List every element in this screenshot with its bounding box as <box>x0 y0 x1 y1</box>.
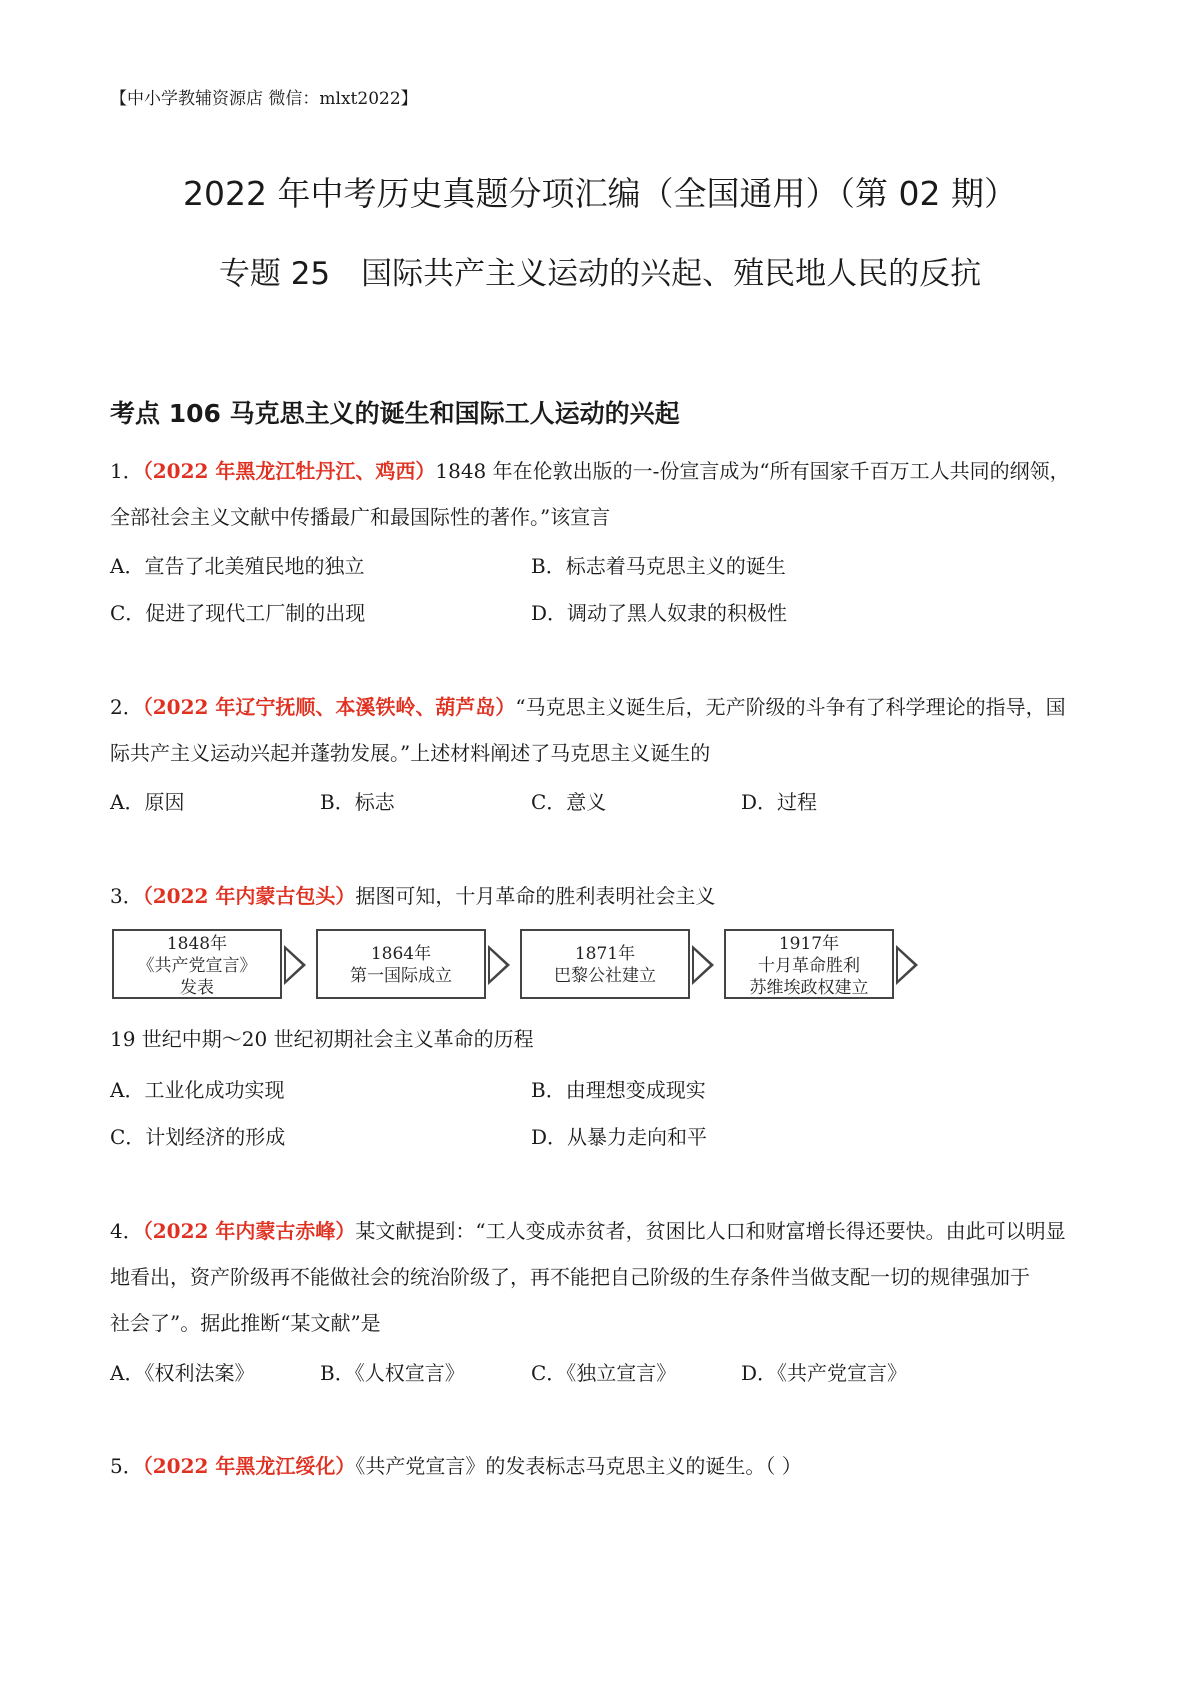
flow-step-1848 <box>112 929 282 999</box>
question-3-options-row2 <box>110 1121 1110 1151</box>
flow-event: 《共产党宣言》 <box>137 956 257 976</box>
option-a[interactable]: A．《权利法案》 <box>110 1361 255 1385</box>
question-number: 3． <box>110 884 143 908</box>
option-d[interactable]: D．过程 <box>741 790 818 814</box>
question-source: （2022 年内蒙古赤峰） <box>142 1219 356 1243</box>
page-subtitle: 专题 25 国际共产主义运动的兴起、殖民地人民的反抗 <box>218 256 982 292</box>
question-source: （2022 年黑龙江绥化） <box>142 1454 356 1478</box>
arrow-right-icon <box>896 945 918 985</box>
question-4-options <box>110 1357 1110 1387</box>
question-stem-line: 地看出，资产阶级再不能做社会的统治阶级了，再不能把自己阶级的生存条件当做支配一切的规律强加于 <box>110 1265 1030 1289</box>
flow-event: 第一国际成立 <box>350 966 452 986</box>
question-5-line1 <box>110 1443 1100 1489</box>
flow-year: 1848年 <box>166 934 228 954</box>
question-stem: 某文献提到：“工人变成赤贫者，贫困比人口和财富增长得还要快。由此可以明显 <box>355 1219 1066 1243</box>
option-b[interactable]: B．《人权宣言》 <box>320 1361 465 1385</box>
option-c[interactable]: C．促进了现代工厂制的出现 <box>110 601 366 625</box>
question-stem: “马克思主义诞生后，无产阶级的斗争有了科学理论的指导，国 <box>515 695 1066 719</box>
question-number: 2． <box>110 695 143 719</box>
question-1-line1 <box>110 448 1100 494</box>
flow-year: 1917年 <box>778 934 840 954</box>
question-source: （2022 年内蒙古包头） <box>142 884 356 908</box>
question-3-line1 <box>110 873 1100 919</box>
question-stem: 《共产党宣言》的发表标志马克思主义的诞生。（ ） <box>355 1454 802 1478</box>
question-source: （2022 年辽宁抚顺、本溪铁岭、葫芦岛） <box>142 695 516 719</box>
flow-event: 十月革命胜利 <box>758 956 860 976</box>
option-a[interactable]: A．原因 <box>110 790 185 814</box>
question-stem-line: 全部社会主义文献中传播最广和最国际性的著作。”该宣言 <box>110 505 611 529</box>
question-1-options-row2 <box>110 597 1110 627</box>
question-4-line1 <box>110 1208 1100 1254</box>
question-3-options <box>110 1074 1110 1104</box>
arrow-right-icon <box>692 945 714 985</box>
question-number: 5． <box>110 1454 143 1478</box>
option-b[interactable]: B．标志 <box>320 790 395 814</box>
flow-year: 1871年 <box>574 944 636 964</box>
page-title: 2022 年中考历史真题分项汇编（全国通用）（第 02 期） <box>183 174 1017 213</box>
section-heading: 考点 106 马克思主义的诞生和国际工人运动的兴起 <box>110 399 680 428</box>
question-3 <box>110 873 1100 919</box>
question-1-options <box>110 550 1110 580</box>
option-a[interactable]: A．工业化成功实现 <box>110 1078 285 1102</box>
option-a[interactable]: A．宣告了北美殖民地的独立 <box>110 554 365 578</box>
option-d[interactable]: D．《共产党宣言》 <box>741 1361 908 1385</box>
question-5 <box>110 1443 1100 1489</box>
option-b[interactable]: B．由理想变成现实 <box>531 1078 706 1102</box>
flow-step-1871 <box>520 929 690 999</box>
flow-event-detail: 发表 <box>180 978 214 998</box>
option-b[interactable]: B．标志着马克思主义的诞生 <box>531 554 786 578</box>
flow-step-1917 <box>724 929 894 999</box>
option-d[interactable]: D．从暴力走向和平 <box>531 1125 708 1149</box>
question-source: （2022 年黑龙江牡丹江、鸡西） <box>142 459 436 483</box>
question-stem: 1848 年在伦敦出版的一-份宣言成为“所有国家千百万工人共同的纲领， <box>435 459 1070 483</box>
question-stem-line: 社会了”。据此推断“某文献”是 <box>110 1311 381 1335</box>
flow-step-1864 <box>316 929 486 999</box>
question-2-line1 <box>110 684 1100 730</box>
flow-event-detail: 苏维埃政权建立 <box>749 978 869 998</box>
question-1 <box>110 448 1100 540</box>
question-stem-line: 际共产主义运动兴起并蓬勃发展。”上述材料阐述了马克思主义诞生的 <box>110 741 711 765</box>
arrow-right-icon <box>488 945 510 985</box>
option-c[interactable]: C．计划经济的形成 <box>110 1125 286 1149</box>
question-4 <box>110 1208 1100 1346</box>
option-c[interactable]: C．意义 <box>531 790 607 814</box>
flow-event: 巴黎公社建立 <box>554 966 656 986</box>
watermark-text: 【中小学教辅资源店 微信：mlxt2022】 <box>110 89 418 109</box>
question-3-caption: 19 世纪中期～20 世纪初期社会主义革命的历程 <box>110 1027 534 1051</box>
arrow-right-icon <box>284 945 306 985</box>
question-2-options <box>110 786 1110 816</box>
flow-year: 1864年 <box>370 944 432 964</box>
question-stem: 据图可知，十月革命的胜利表明社会主义 <box>355 884 716 908</box>
option-c[interactable]: C．《独立宣言》 <box>531 1361 677 1385</box>
option-d[interactable]: D．调动了黑人奴隶的积极性 <box>531 601 788 625</box>
question-2 <box>110 684 1100 776</box>
question-number: 4． <box>110 1219 143 1243</box>
timeline-flow-diagram <box>112 925 922 1007</box>
question-number: 1． <box>110 459 143 483</box>
